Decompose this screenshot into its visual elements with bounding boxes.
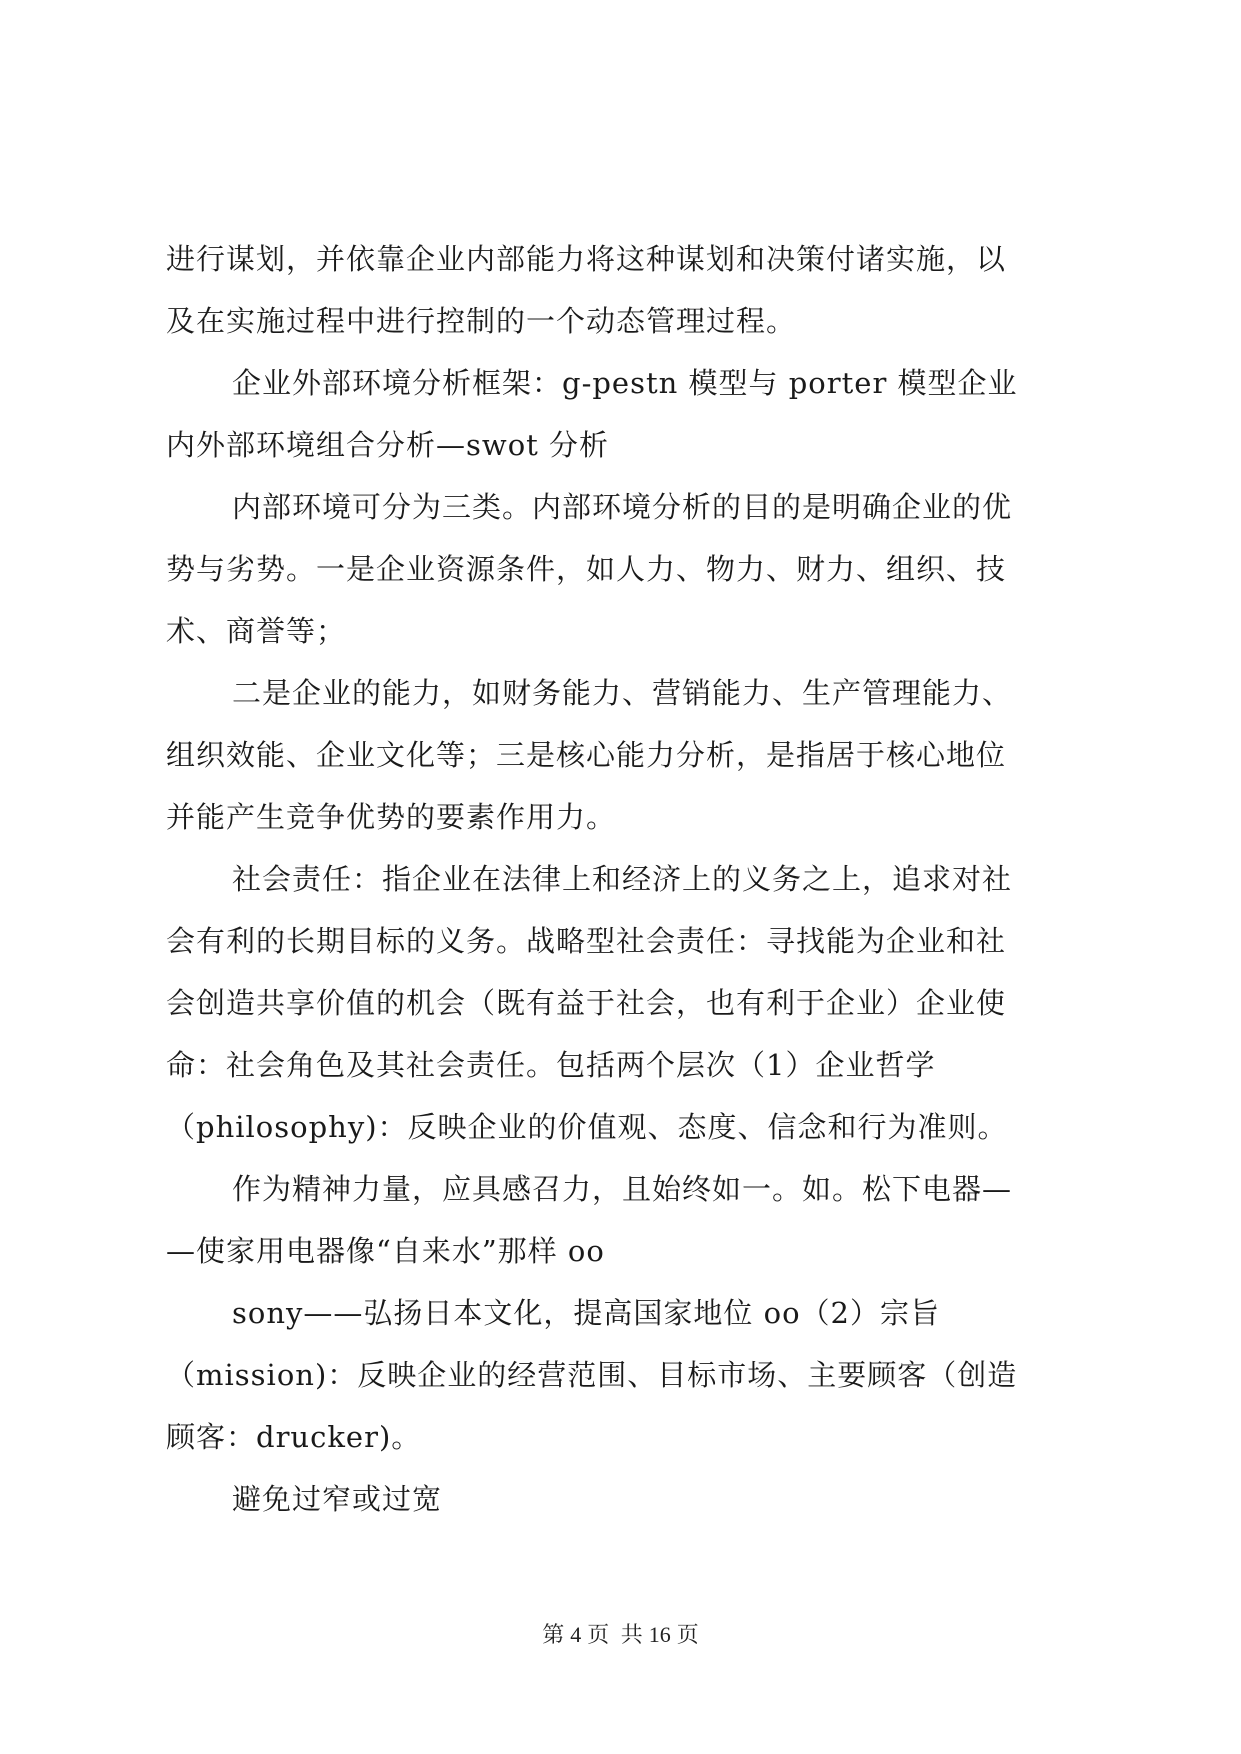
paragraph-start-line: 二是企业的能力，如财务能力、营销能力、生产管理能力、 [232,676,1013,710]
page-number-prefix: 第 [542,1622,565,1647]
paragraph-start-line: 企业外部环境分析框架：g-pestn 模型与 porter 模型企业 [232,366,1018,400]
text-line: 会有利的长期目标的义务。战略型社会责任：寻找能为企业和社 [166,924,1007,958]
paragraph-start-line: sony——弘扬日本文化，提高国家地位 oo（2）宗旨 [232,1296,940,1330]
paragraph-start-line: 社会责任：指企业在法律上和经济上的义务之上，追求对社 [232,862,1013,896]
text-line: （philosophy)：反映企业的价值观、态度、信念和行为准则。 [166,1110,1008,1144]
paragraph-start-line: 避免过窄或过宽 [232,1482,443,1516]
text-line: 势与劣势。一是企业资源条件，如人力、物力、财力、组织、技 [166,552,1007,586]
text-line: 内外部环境组合分析—swot 分析 [166,428,610,462]
page-footer [0,1618,1241,1649]
text-line: 会创造共享价值的机会（既有益于社会，也有利于企业）企业使 [166,986,1007,1020]
text-line: —使家用电器像“自来水”那样 oo [166,1234,605,1268]
text-line: 并能产生竞争优势的要素作用力。 [166,800,617,834]
page-number-unit: 页 [587,1622,610,1647]
text-line: 进行谋划，并依靠企业内部能力将这种谋划和决策付诸实施，以 [166,242,1007,276]
total-pages-prefix: 共 [620,1622,643,1647]
body-text [166,228,1081,1530]
text-line: 及在实施过程中进行控制的一个动态管理过程。 [166,304,797,338]
total-pages: 16 [648,1622,671,1647]
text-line: 组织效能、企业文化等；三是核心能力分析，是指居于核心地位 [166,738,1007,772]
total-pages-unit: 页 [676,1622,699,1647]
text-line: 顾客：drucker)。 [166,1420,422,1454]
paragraph-start-line: 作为精神力量，应具感召力，且始终如一。如。松下电器— [232,1172,1013,1206]
text-line: （mission)：反映企业的经营范围、目标市场、主要顾客（创造 [166,1358,1018,1392]
text-line: 术、商誉等； [166,614,347,648]
page-number: 4 [570,1622,582,1647]
paragraph-start-line: 内部环境可分为三类。内部环境分析的目的是明确企业的优 [232,490,1013,524]
text-line: 命：社会角色及其社会责任。包括两个层次（1）企业哲学 [166,1048,936,1082]
